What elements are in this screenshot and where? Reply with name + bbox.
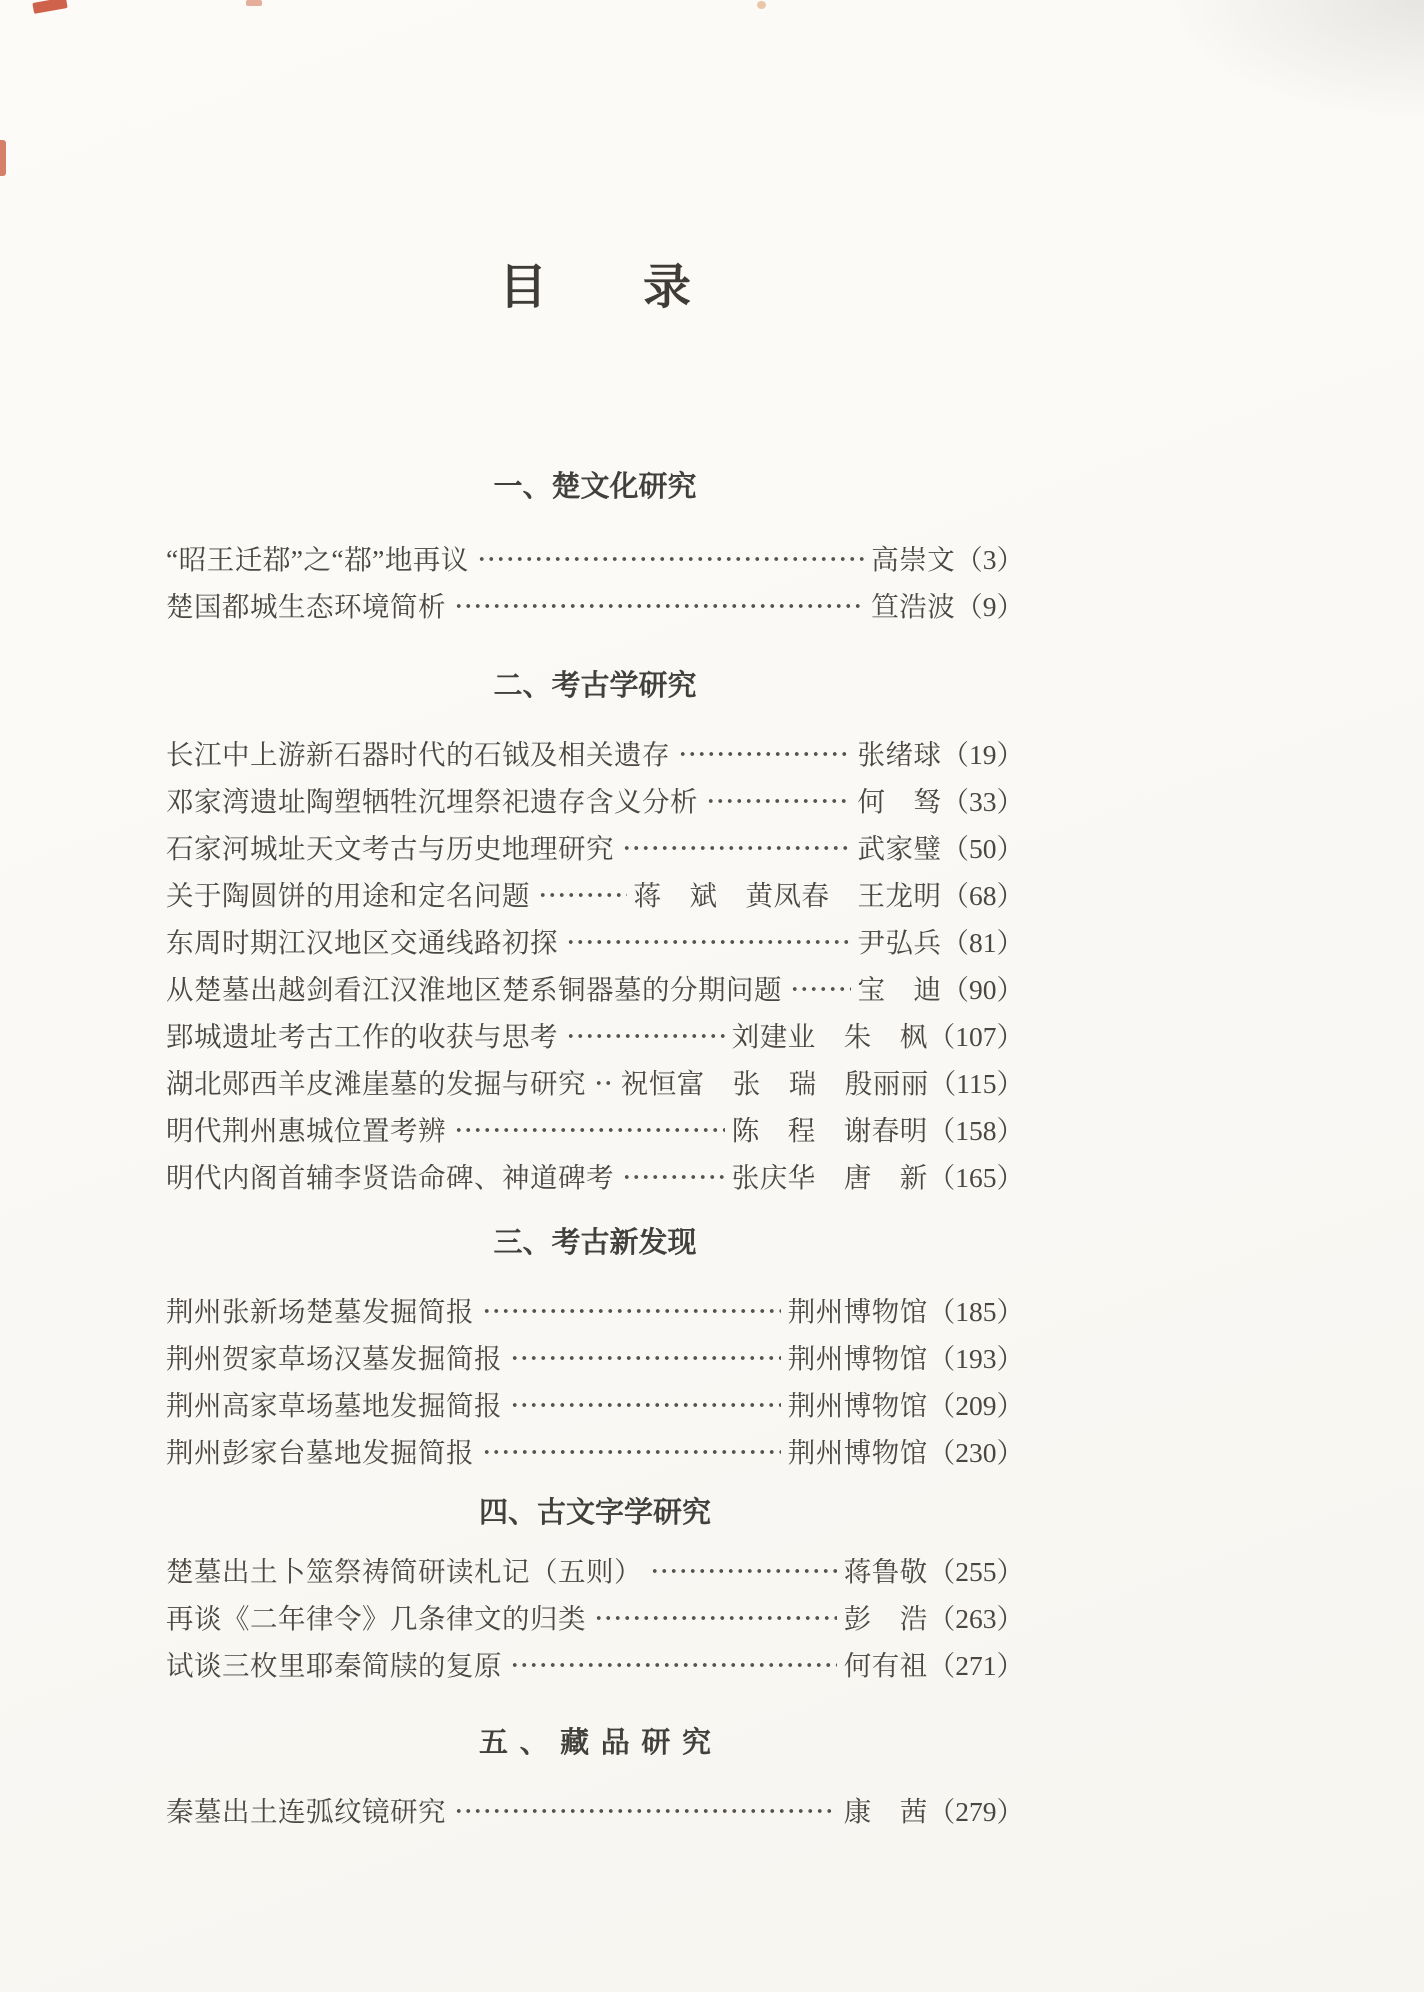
dot-leader — [620, 822, 851, 869]
dot-leader — [508, 1379, 781, 1426]
entry-title: 楚国都城生态环境简析 — [166, 590, 446, 622]
dot-leader — [788, 963, 851, 1010]
entry-authors: 荆州博物馆 — [787, 1295, 928, 1327]
entry-page-number: （185） — [927, 1295, 1024, 1327]
dot-leader — [704, 775, 851, 822]
entry-page-number: （3） — [955, 543, 1024, 575]
dot-leader — [676, 728, 851, 775]
dot-leader — [452, 1104, 725, 1151]
toc-section — [166, 1224, 1024, 1473]
dot-leader — [564, 916, 851, 963]
section-heading: 三、考古新发现 — [493, 1227, 697, 1259]
toc-entry — [166, 963, 1024, 1010]
entry-page-number: （107） — [927, 1020, 1024, 1052]
entry-page-number: （271） — [927, 1649, 1024, 1681]
entry-page-number: （50） — [941, 832, 1024, 864]
entry-authors: 张庆华 唐 新 — [731, 1161, 928, 1193]
entry-authors: 蒋 斌 黄凤春 王龙明 — [633, 879, 942, 911]
section-entries — [166, 533, 1024, 627]
entry-authors: 高崇文 — [871, 543, 956, 575]
dot-leader — [620, 1151, 725, 1198]
toc-entry — [166, 1545, 1024, 1592]
entry-title: 从楚墓出越剑看江汉淮地区楚系铜器墓的分期问题 — [166, 973, 782, 1005]
entry-page-number: （19） — [941, 738, 1024, 770]
toc-entry — [166, 1426, 1024, 1473]
toc-entry — [166, 1785, 1024, 1832]
entry-page-number: （165） — [927, 1161, 1024, 1193]
dot-leader — [508, 1639, 837, 1686]
toc-entry — [166, 1639, 1024, 1686]
toc-entry — [166, 1379, 1024, 1426]
dot-leader — [452, 580, 864, 627]
entry-authors: 荆州博物馆 — [787, 1436, 928, 1468]
toc-entry — [166, 1151, 1024, 1198]
entry-title: 邓家湾遗址陶塑牺牲沉埋祭祀遗存含义分析 — [166, 785, 698, 817]
toc-entry — [166, 580, 1024, 627]
entry-title: 明代荆州惠城位置考辨 — [166, 1114, 446, 1146]
entry-page-number: （81） — [941, 926, 1024, 958]
section-entries — [166, 1285, 1024, 1473]
entry-authors: 张绪球 — [857, 738, 942, 770]
entry-authors: 武家璧 — [857, 832, 942, 864]
entry-title: 试谈三枚里耶秦简牍的复原 — [166, 1649, 502, 1681]
dot-leader — [648, 1545, 837, 1592]
section-heading: 五、藏品研究 — [478, 1727, 723, 1759]
entry-title: 秦墓出土连弧纹镜研究 — [166, 1795, 446, 1827]
entry-authors: 荆州博物馆 — [787, 1389, 928, 1421]
scan-artifact — [32, 0, 67, 14]
toc-entry — [166, 822, 1024, 869]
dot-leader — [592, 1057, 614, 1104]
section-entries — [166, 1545, 1024, 1686]
toc-entry — [166, 775, 1024, 822]
toc-entry — [166, 1010, 1024, 1057]
dot-leader — [536, 869, 627, 916]
toc-section — [166, 667, 1024, 1198]
entry-page-number: （255） — [927, 1555, 1024, 1587]
toc-section — [166, 468, 1024, 627]
toc-section — [166, 1724, 1024, 1832]
toc-content — [166, 468, 1024, 1832]
entry-title: 荆州张新场楚墓发掘简报 — [166, 1295, 474, 1327]
entry-title: 楚墓出土卜筮祭祷简研读札记（五则） — [166, 1555, 642, 1587]
section-entries — [166, 1785, 1024, 1832]
toc-entry — [166, 869, 1024, 916]
entry-page-number: （90） — [941, 973, 1024, 1005]
toc-entry — [166, 1057, 1024, 1104]
toc-entry — [166, 728, 1024, 775]
entry-page-number: （115） — [928, 1067, 1024, 1099]
entry-authors: 尹弘兵 — [857, 926, 942, 958]
toc-entry — [166, 916, 1024, 963]
page-title: 目 录 — [498, 261, 691, 314]
entry-authors: 刘建业 朱 枫 — [731, 1020, 928, 1052]
entry-authors: 宝 迪 — [857, 973, 942, 1005]
entry-title: 荆州彭家台墓地发掘简报 — [166, 1436, 474, 1468]
dot-leader — [475, 533, 864, 580]
entry-authors: 蒋鲁敬 — [843, 1555, 928, 1587]
entry-page-number: （158） — [927, 1114, 1024, 1146]
section-heading: 四、古文字学研究 — [478, 1497, 711, 1529]
scan-shading — [1164, 0, 1424, 120]
entry-title: 长江中上游新石器时代的石钺及相关遗存 — [166, 738, 670, 770]
entry-page-number: （230） — [927, 1436, 1024, 1468]
toc-entry — [166, 1592, 1024, 1639]
entry-authors: 笪浩波 — [871, 590, 956, 622]
entry-title: 关于陶圆饼的用途和定名问题 — [166, 879, 530, 911]
section-heading: 二、考古学研究 — [493, 670, 697, 702]
entry-page-number: （279） — [927, 1795, 1024, 1827]
dot-leader — [452, 1785, 837, 1832]
entry-authors: 荆州博物馆 — [787, 1342, 928, 1374]
entry-authors: 康 茜 — [843, 1795, 928, 1827]
entry-authors: 彭 浩 — [843, 1602, 928, 1634]
entry-authors: 何 驽 — [857, 785, 942, 817]
entry-authors: 陈 程 谢春明 — [731, 1114, 928, 1146]
entry-title: 东周时期江汉地区交通线路初探 — [166, 926, 558, 958]
toc-entry — [166, 1104, 1024, 1151]
scan-artifact — [0, 140, 6, 176]
toc-entry — [166, 1332, 1024, 1379]
entry-authors: 祝恒富 张 瑞 殷丽丽 — [620, 1067, 929, 1099]
dot-leader — [592, 1592, 837, 1639]
entry-title: 荆州高家草场墓地发掘简报 — [166, 1389, 502, 1421]
entry-page-number: （33） — [941, 785, 1024, 817]
section-heading: 一、楚文化研究 — [493, 471, 697, 503]
entry-title: 石家河城址天文考古与历史地理研究 — [166, 832, 614, 864]
entry-authors: 何有祖 — [843, 1649, 928, 1681]
entry-title: 明代内阁首辅李贤诰命碑、神道碑考 — [166, 1161, 614, 1193]
toc-section — [166, 1494, 1024, 1686]
entry-title: 荆州贺家草场汉墓发掘简报 — [166, 1342, 502, 1374]
entry-title: 湖北郧西羊皮滩崖墓的发掘与研究 — [166, 1067, 586, 1099]
entry-page-number: （193） — [927, 1342, 1024, 1374]
dot-leader — [564, 1010, 725, 1057]
entry-page-number: （263） — [927, 1602, 1024, 1634]
entry-page-number: （209） — [927, 1389, 1024, 1421]
entry-page-number: （9） — [955, 590, 1024, 622]
entry-page-number: （68） — [941, 879, 1024, 911]
section-entries — [166, 728, 1024, 1198]
entry-title: 郢城遗址考古工作的收获与思考 — [166, 1020, 558, 1052]
dot-leader — [480, 1285, 781, 1332]
dot-leader — [508, 1332, 781, 1379]
entry-title: “昭王迁鄀”之“鄀”地再议 — [166, 543, 469, 575]
toc-entry — [166, 1285, 1024, 1332]
toc-entry — [166, 533, 1024, 580]
dot-leader — [480, 1426, 781, 1473]
entry-title: 再谈《二年律令》几条律文的归类 — [166, 1602, 586, 1634]
